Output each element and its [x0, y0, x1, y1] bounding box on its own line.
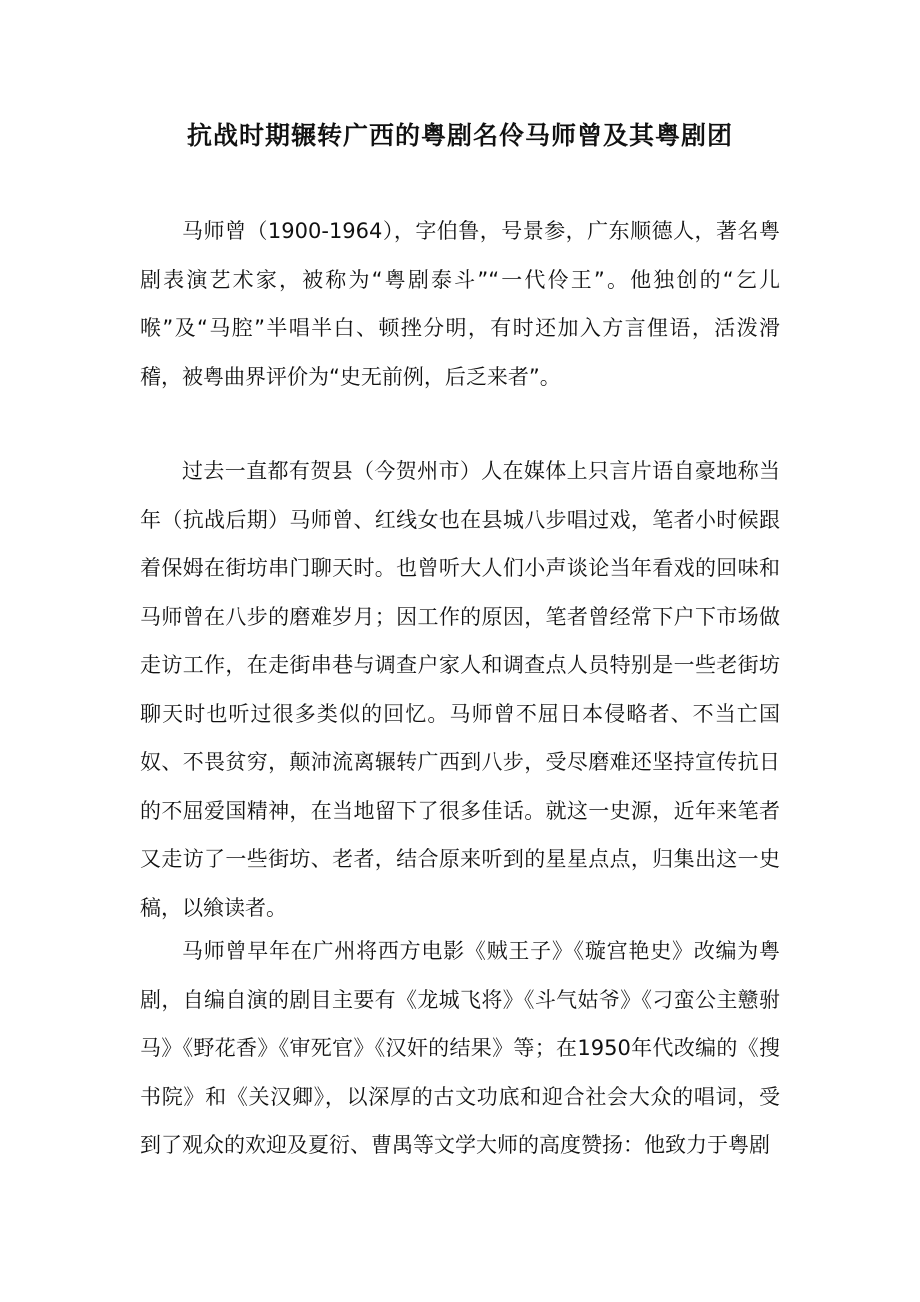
paragraph-background: 过去一直都有贺县（今贺州市）人在媒体上只言片语自豪地称当年（抗战后期）马师曾、红线女也在县城八步唱过戏，笔者小时候跟着保姆在街坊串门聊天时。也曾听大人们小声谈论当年看戏的回味和马师曾在八步的磨难岁月；因工作的原因，笔者曾经常下户下市场做走访工作，在走街串巷与调查户家人和调查点人员特别是一些老街坊聊天时也听过很多类似的回忆。马师曾不屈日本侵略者、不当亡国奴、不畏贫穷，颠沛流离辗转广西到八步，受尽磨难还坚持宣传抗日的不屈爱国精神，在当地留下了很多佳话。就这一史源，近年来笔者又走访了一些街坊、老者，结合原来听到的星星点点，归集出这一史稿，以飨读者。	[140, 459, 780, 920]
paragraph-early-career: 马师曾早年在广州将西方电影《贼王子》《璇宫艳史》改编为粤剧，自编自演的剧目主要有《龙城飞将》《斗气姑爷》《刁蛮公主戆驸马》《野花香》《审死官》《汉奸的结果》等；在1950年代改编的《搜书院》和《关汉卿》，以深厚的古文功底和迎合社会大众的唱词，受到了观众的欢迎及夏衍、曹禺等文学大师的高度赞扬：他致力于粤剧	[140, 939, 780, 1157]
paragraph-intro: 马师曾（1900-1964），字伯鲁，号景参，广东顺德人，著名粤剧表演艺术家，被称为“粤剧泰斗”“一代伶王”。他独创的“乞儿喉”及“马腔”半唱半白、顿挫分明，有时还加入方言俚语，活泼滑稽，被粤曲界评价为“史无前例，后乏来者”。	[140, 219, 780, 389]
document-title: 抗战时期辗转广西的粤剧名伶马师曾及其粤剧团	[186, 121, 733, 150]
